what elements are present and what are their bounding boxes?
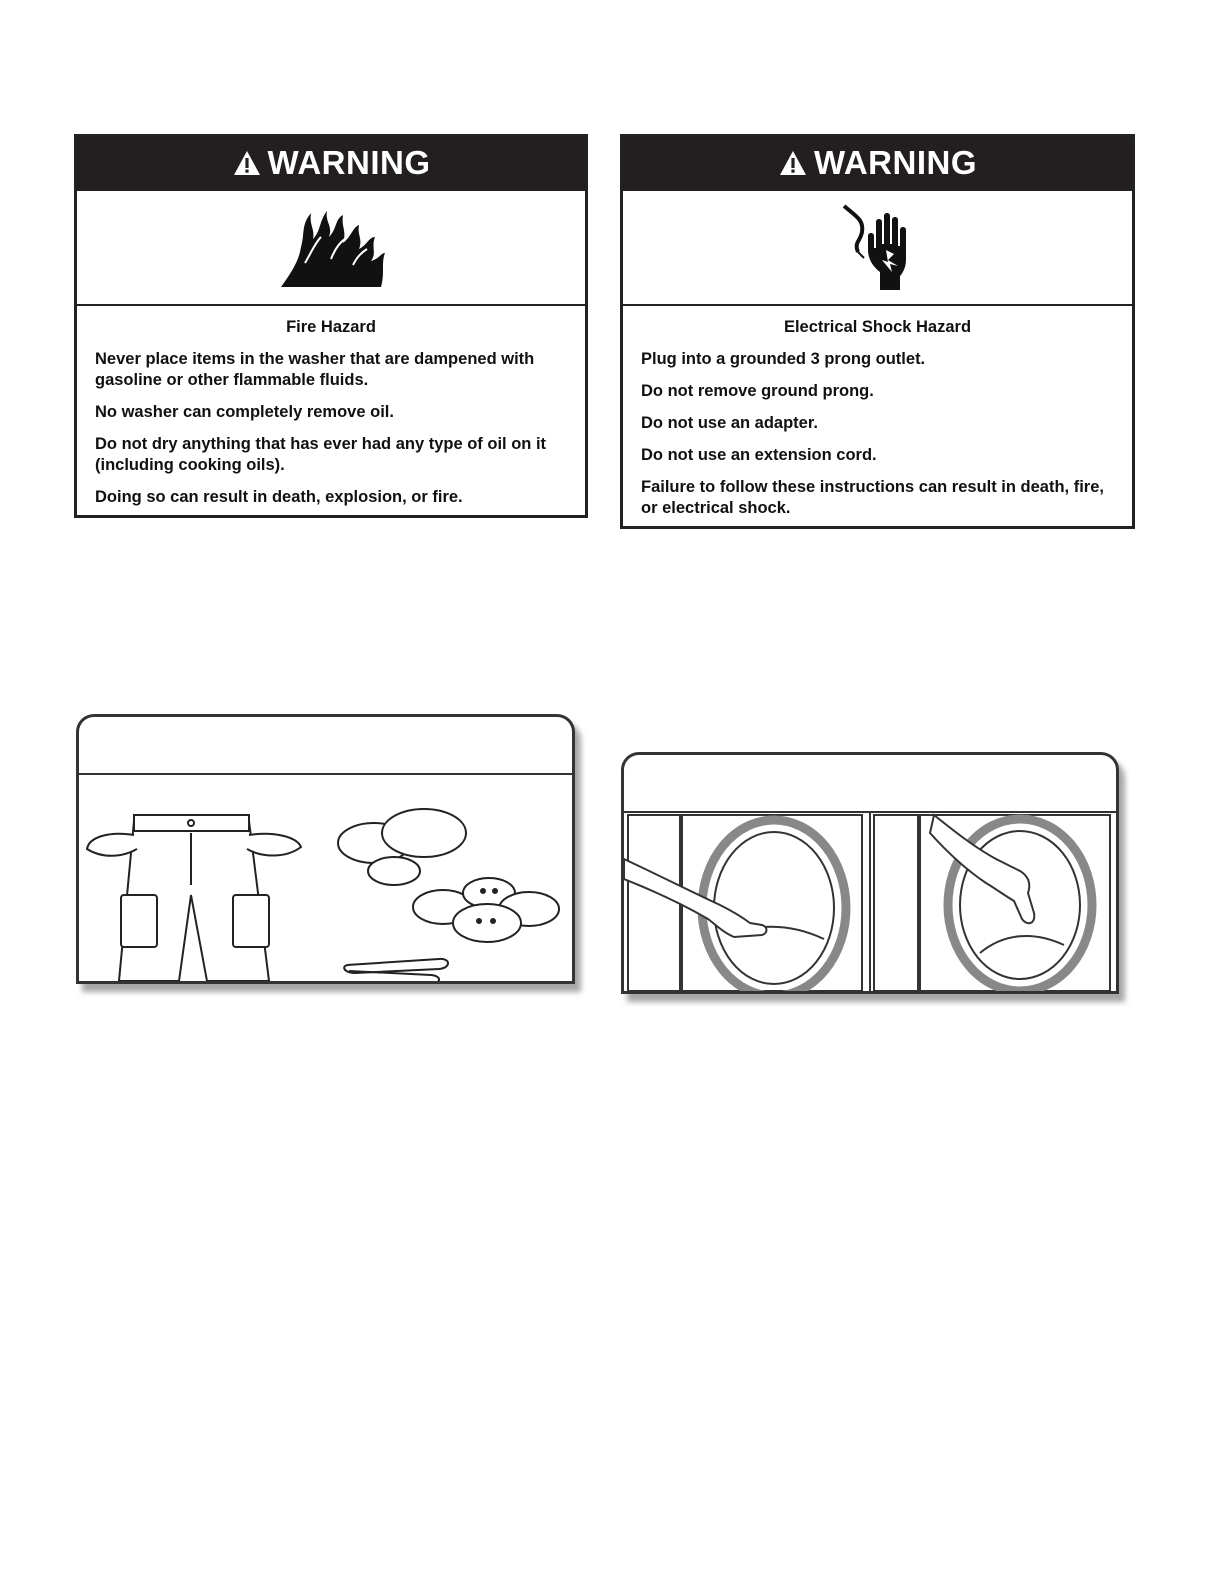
washer-drum-icon <box>874 815 1110 991</box>
electric-shock-hand-icon <box>828 198 928 298</box>
washer-drum-icon <box>628 815 862 991</box>
warning-header <box>77 137 585 189</box>
warning-header <box>623 137 1132 189</box>
alert-triangle-icon <box>232 149 262 177</box>
coins-icon <box>338 809 466 885</box>
warning-line: Do not use an extension cord. <box>641 446 877 464</box>
illustration-header-bar <box>624 755 1116 813</box>
warning-line: Do not remove ground prong. <box>641 382 874 400</box>
alert-triangle-icon <box>778 149 808 177</box>
hazard-title: Electrical Shock Hazard <box>783 318 972 336</box>
warning-line: Doing so can result in death, explosion, or fire. <box>95 488 463 506</box>
warning-label: WARNING <box>814 144 977 181</box>
pants-icon <box>87 815 301 981</box>
fire-warning-box <box>74 134 588 518</box>
shock-warning-box <box>620 134 1135 529</box>
illustration-header-bar <box>79 717 572 775</box>
empty-pockets-illustration <box>76 714 575 984</box>
fire-icon <box>271 203 391 293</box>
warning-line: Do not dry anything that has ever had any type of oil on it (including cooking oils). <box>95 435 547 474</box>
warning-label: WARNING <box>267 144 431 181</box>
warning-body <box>623 306 1132 519</box>
warning-line: Plug into a grounded 3 prong outlet. <box>641 350 926 368</box>
warning-line: Failure to follow these instructions can result in death, fire, or electrical shock. <box>641 478 1104 517</box>
hand-icon <box>624 859 767 937</box>
fire-icon-row <box>77 189 585 306</box>
warning-line: Do not use an adapter. <box>641 414 818 432</box>
shock-icon-row <box>623 189 1132 306</box>
warning-line: No washer can completely remove oil. <box>95 403 394 421</box>
warning-line: Never place items in the washer that are dampened with gasoline or other flammable fluids. <box>95 350 535 389</box>
safety-pins-icon <box>344 959 448 981</box>
washer-drum-illustration <box>621 752 1119 994</box>
hazard-title: Fire Hazard <box>286 318 376 336</box>
warning-body <box>77 306 585 508</box>
buttons-icon <box>413 878 559 942</box>
